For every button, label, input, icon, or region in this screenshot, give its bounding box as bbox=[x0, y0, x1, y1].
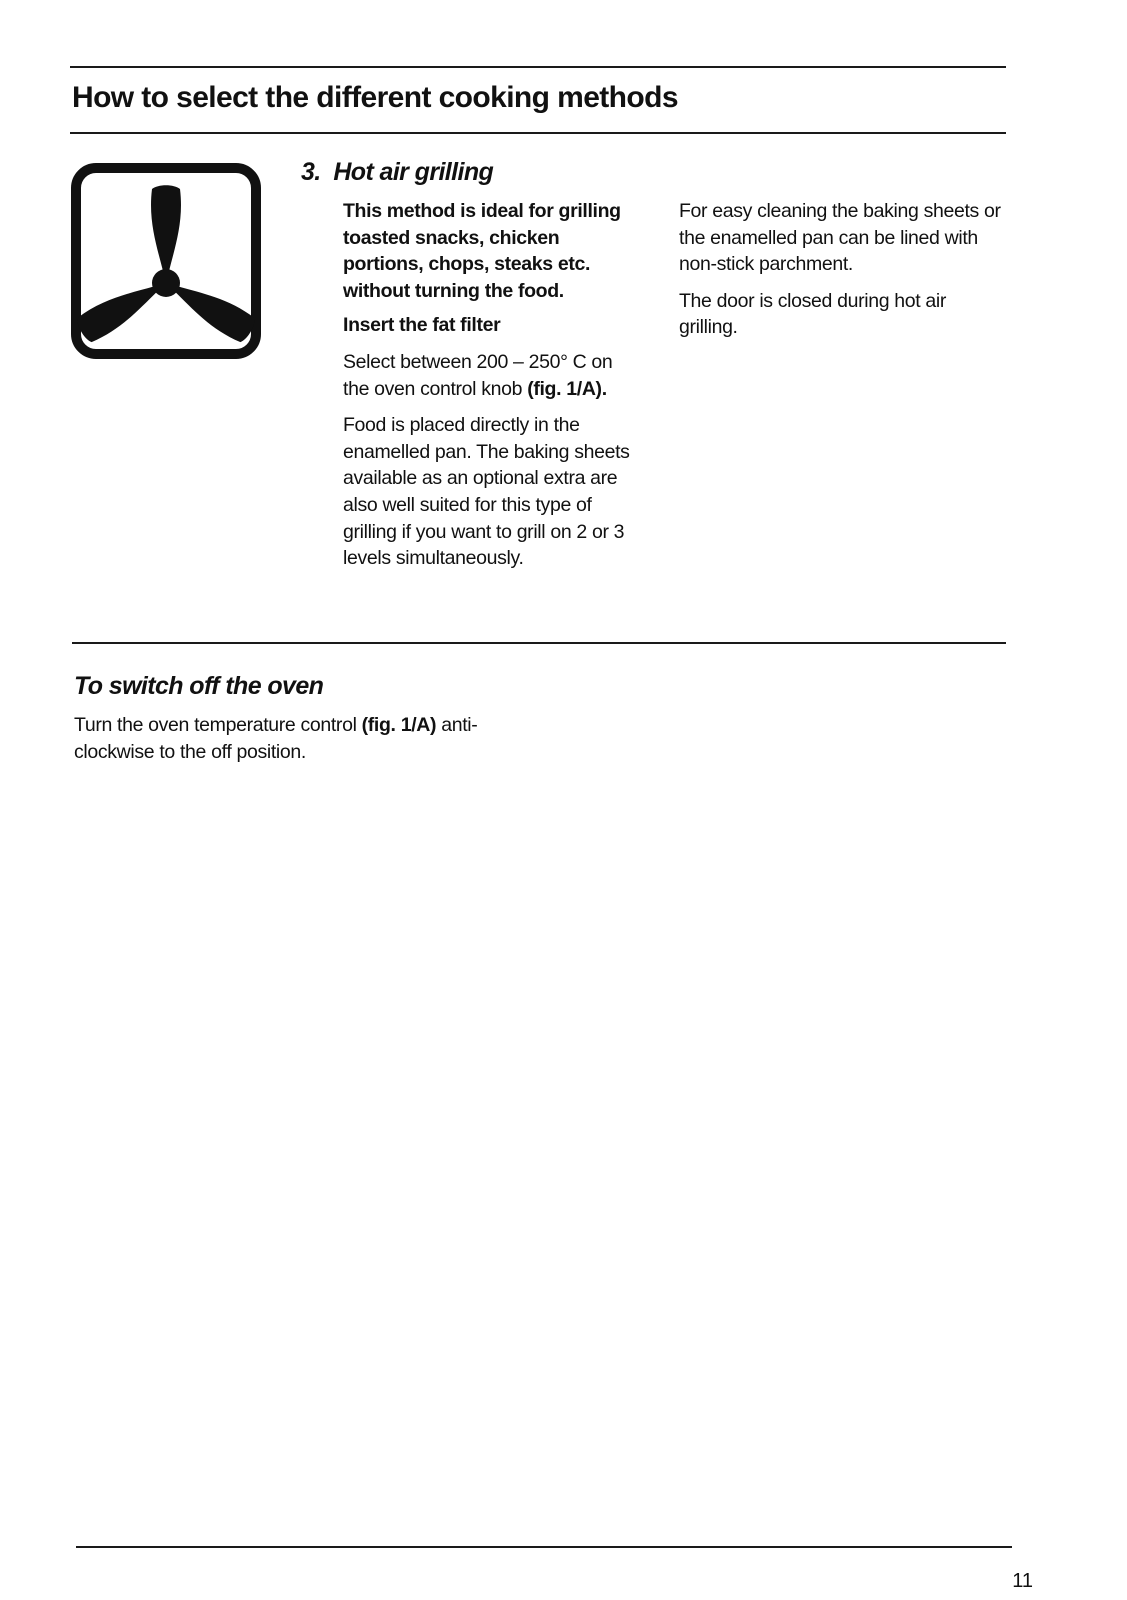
figure-reference: (fig. 1/A). bbox=[527, 377, 607, 400]
fan-grill-icon bbox=[71, 163, 261, 359]
section-heading-hot-air-grilling: 3. Hot air grilling bbox=[301, 158, 494, 186]
food-placement-paragraph: Food is placed directly in the enamelled pan. The baking sheets available as an optional extra are also well suited for this type of grilling if you want to grill on 2 or 3 levels simultaneously. bbox=[343, 414, 630, 570]
footer-rule bbox=[76, 1546, 1012, 1548]
top-rule bbox=[70, 66, 1006, 68]
section-divider-rule bbox=[72, 642, 1006, 644]
temperature-paragraph bbox=[343, 349, 643, 402]
title-underline-rule bbox=[70, 132, 1006, 134]
switch-off-paragraph bbox=[74, 712, 529, 775]
section-heading-switch-off: To switch off the oven bbox=[74, 672, 324, 700]
page-number: 11 bbox=[1012, 1570, 1033, 1592]
intro-paragraph: This method is ideal for grilling toasted snacks, chicken portions, chops, steaks etc. without turning the food. bbox=[343, 200, 621, 302]
cleaning-paragraph: For easy cleaning the baking sheets or the enamelled pan can be lined with non-stick parchment. bbox=[679, 200, 1001, 276]
figure-reference: (fig. 1/A) bbox=[361, 714, 437, 736]
hot-air-grilling-left-column bbox=[343, 198, 643, 582]
temperature-text: Select between 200 – 250° C on the oven control knob bbox=[343, 350, 613, 400]
switch-off-text-before: Turn the oven temperature control bbox=[74, 714, 357, 736]
switch-off-text-after: anti-clockwise to the off position. bbox=[74, 714, 478, 763]
page-title: How to select the different cooking methods bbox=[72, 81, 678, 114]
hot-air-grilling-right-column bbox=[679, 198, 1009, 351]
fat-filter-subheading: Insert the fat filter bbox=[343, 314, 501, 337]
door-paragraph: The door is closed during hot air grilling. bbox=[679, 289, 947, 339]
